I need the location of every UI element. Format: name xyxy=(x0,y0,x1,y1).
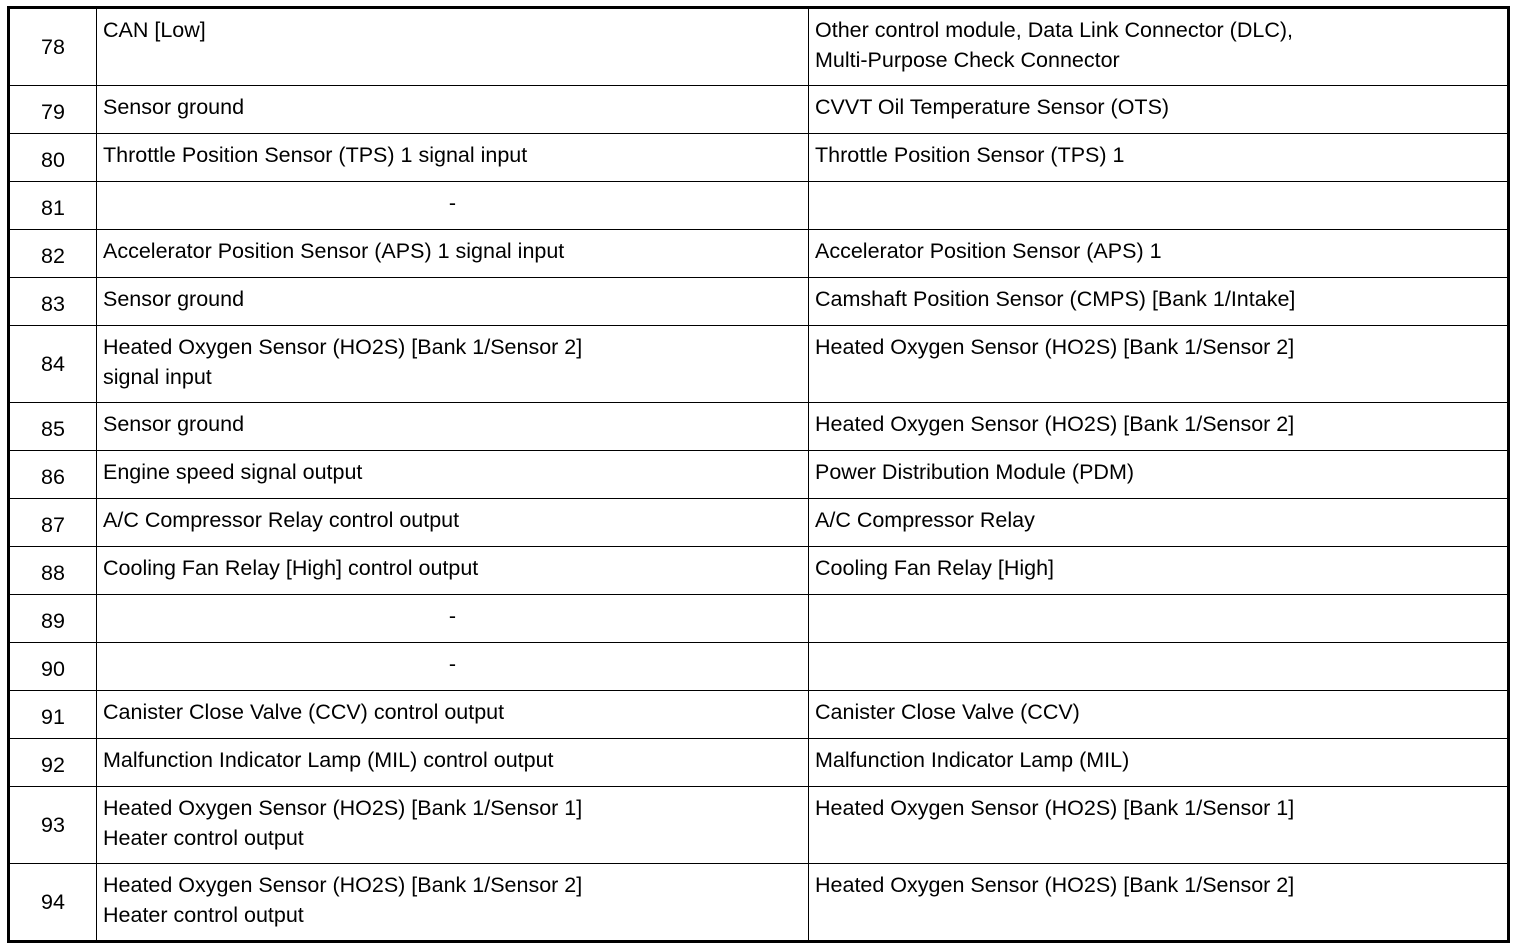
connected-component: Malfunction Indicator Lamp (MIL) xyxy=(809,739,1509,787)
pin-number: 78 xyxy=(9,8,97,86)
pin-number: 85 xyxy=(9,403,97,451)
connected-component: CVVT Oil Temperature Sensor (OTS) xyxy=(809,86,1509,134)
table-row xyxy=(9,230,1509,278)
pin-number: 82 xyxy=(9,230,97,278)
pin-number: 93 xyxy=(9,787,97,864)
connected-component xyxy=(809,595,1509,643)
pin-number: 83 xyxy=(9,278,97,326)
pin-number: 94 xyxy=(9,864,97,942)
table-row xyxy=(9,182,1509,230)
table-row xyxy=(9,864,1509,942)
table-row xyxy=(9,134,1509,182)
table-row xyxy=(9,86,1509,134)
pin-description: Sensor ground xyxy=(97,278,809,326)
table-row xyxy=(9,691,1509,739)
table-row xyxy=(9,451,1509,499)
connected-component: Heated Oxygen Sensor (HO2S) [Bank 1/Sensor 2] xyxy=(809,326,1509,403)
pin-description: - xyxy=(97,595,809,643)
table-row xyxy=(9,278,1509,326)
connected-component: Canister Close Valve (CCV) xyxy=(809,691,1509,739)
connected-component: Power Distribution Module (PDM) xyxy=(809,451,1509,499)
connected-component: A/C Compressor Relay xyxy=(809,499,1509,547)
pin-description: Cooling Fan Relay [High] control output xyxy=(97,547,809,595)
table-row xyxy=(9,643,1509,691)
pin-number: 81 xyxy=(9,182,97,230)
connected-component: Heated Oxygen Sensor (HO2S) [Bank 1/Sensor 2] xyxy=(809,403,1509,451)
pin-description: Accelerator Position Sensor (APS) 1 signal input xyxy=(97,230,809,278)
table-row xyxy=(9,547,1509,595)
connected-component: Heated Oxygen Sensor (HO2S) [Bank 1/Sensor 1] xyxy=(809,787,1509,864)
connected-component: Throttle Position Sensor (TPS) 1 xyxy=(809,134,1509,182)
pin-description: Heated Oxygen Sensor (HO2S) [Bank 1/Sensor 1] Heater control output xyxy=(97,787,809,864)
table-row xyxy=(9,595,1509,643)
connected-component: Accelerator Position Sensor (APS) 1 xyxy=(809,230,1509,278)
pin-description: CAN [Low] xyxy=(97,8,809,86)
pin-description: Throttle Position Sensor (TPS) 1 signal input xyxy=(97,134,809,182)
pin-description: Sensor ground xyxy=(97,86,809,134)
pin-description: - xyxy=(97,182,809,230)
table-row xyxy=(9,403,1509,451)
pin-number: 89 xyxy=(9,595,97,643)
pin-number: 80 xyxy=(9,134,97,182)
pin-description: Malfunction Indicator Lamp (MIL) control output xyxy=(97,739,809,787)
pin-number: 84 xyxy=(9,326,97,403)
pin-description: A/C Compressor Relay control output xyxy=(97,499,809,547)
connected-component: Camshaft Position Sensor (CMPS) [Bank 1/Intake] xyxy=(809,278,1509,326)
pin-description: - xyxy=(97,643,809,691)
connected-component xyxy=(809,643,1509,691)
connected-component: Heated Oxygen Sensor (HO2S) [Bank 1/Sensor 2] xyxy=(809,864,1509,942)
pin-description: Heated Oxygen Sensor (HO2S) [Bank 1/Sensor 2] signal input xyxy=(97,326,809,403)
table-row xyxy=(9,326,1509,403)
pin-number: 86 xyxy=(9,451,97,499)
table-row xyxy=(9,8,1509,86)
pin-description: Sensor ground xyxy=(97,403,809,451)
table-row xyxy=(9,499,1509,547)
pin-number: 90 xyxy=(9,643,97,691)
pin-number: 79 xyxy=(9,86,97,134)
table-row xyxy=(9,739,1509,787)
table-row xyxy=(9,787,1509,864)
connected-component: Other control module, Data Link Connector (DLC), Multi-Purpose Check Connector xyxy=(809,8,1509,86)
pin-number: 91 xyxy=(9,691,97,739)
pin-description: Engine speed signal output xyxy=(97,451,809,499)
pin-description: Canister Close Valve (CCV) control output xyxy=(97,691,809,739)
pin-number: 88 xyxy=(9,547,97,595)
pin-description-table xyxy=(7,6,1510,943)
connected-component: Cooling Fan Relay [High] xyxy=(809,547,1509,595)
pin-number: 92 xyxy=(9,739,97,787)
pin-table-body xyxy=(9,8,1509,942)
pin-number: 87 xyxy=(9,499,97,547)
pin-description: Heated Oxygen Sensor (HO2S) [Bank 1/Sensor 2] Heater control output xyxy=(97,864,809,942)
connected-component xyxy=(809,182,1509,230)
